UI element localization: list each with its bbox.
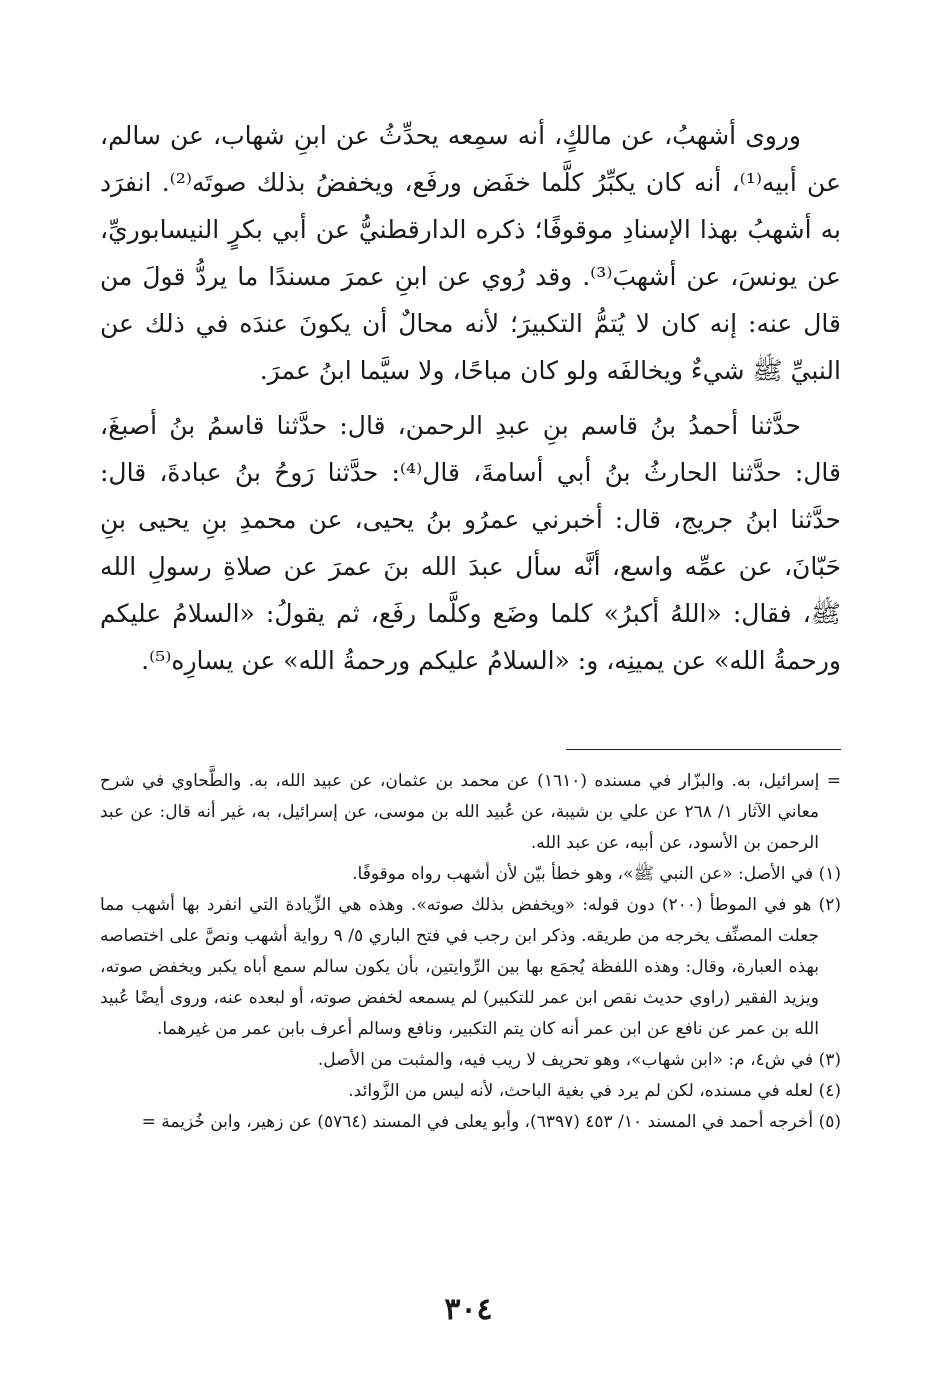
- footnote-2: [100, 890, 841, 1045]
- footnote-label: (٤): [818, 1081, 841, 1101]
- footnote-label: (٣): [818, 1050, 841, 1070]
- footnote-label: (٥): [818, 1112, 841, 1132]
- main-paragraph-2: حدَّثنا أحمدُ بنُ قاسم بنِ عبدِ الرحمن، قال: حدَّثنا قاسمُ بنُ أصبغَ، قال: حدَّثنا الحارثُ بنُ أبي أسامةَ، قال⁽⁴⁾: حدَّثنا رَوحُ بنُ عبادةَ، قال: حدَّثنا ابنُ جريج، قال: أخبرني عمرُو بنُ يحيى، عن محمدِ بنِ يحيى بنِ حَبّانَ، عن عمِّه واسع، أنَّه سأل عبدَ الله بنَ عمرَ عن صلاةِ رسولِ الله ﷺ، فقال: «اللهُ أكبرُ» كلما وضَع وكلَّما رفَع، ثم يقولُ: «السلامُ عليكم ورحمةُ الله» عن يمينِه، و: «السلامُ عليكم ورحمةُ الله» عن يسارِه⁽⁵⁾.: [100, 411, 841, 675]
- footnote-text: هو في الموطأ (٢٠٠) دون قوله: «ويخفض بذلك صوته». وهذه هي الزِّيادة التي انفرد بها أشهب مما جعلت المصنِّف يخرجه من طريقه. وذكر ابن رجب في فتح الباري ٥/ ٩ رواية أشهب ونصَّ على اختصاصه بهذه العبارة، وقال: وهذه اللفظة يُجمَع بها بين الرِّوايتين، بأن يكون سالم سمع أباه يكبر ويخفض صوته، ويزيد الفقير (راوي حديث نقص ابن عمر للتكبير) لم يسمعه لخفض صوته، أو لبعده عنه، وروى أيضًا عُبيد الله بن عمر عن نافع عن ابن عمر أنه كان يتم التكبير، ونافع وسالم أعرف بابن عمر من غيرهما.: [100, 895, 819, 1039]
- main-paragraph-1: وروى أشهبُ، عن مالكٍ، أنه سمِعه يحدِّثُ عن ابنِ شهاب، عن سالم، عن أبيه⁽¹⁾، أنه كان يكبِّرُ كلَّما خفَض ورفَع، ويخفضُ بذلك صوتَه⁽²⁾. انفرَد به أشهبُ بهذا الإسنادِ موقوفًا؛ ذكره الدارقطنيُّ عن أبي بكرٍ النيسابوريِّ، عن يونسَ، عن أشهبَ⁽³⁾. وقد رُوي عن ابنِ عمرَ مسندًا ما يردُّ قولَ من قال عنه: إنه كان لا يُتمُّ التكبيرَ؛ لأنه محالٌ أن يكونَ عندَه في ذلك عن النبيِّ ﷺ شيءٌ ويخالفَه ولو كان مباحًا، ولا سيَّما ابنُ عمرَ.: [100, 121, 842, 385]
- footnote-label: (٢): [818, 895, 841, 915]
- footnote-text: أخرجه أحمد في المسند ١٠/ ٤٥٣ (٦٣٩٧)، وأبو يعلى في المسند (٥٧٦٤) عن زهير، وابن خُزيمة =: [141, 1112, 814, 1132]
- footnote-5: [100, 1107, 841, 1138]
- footnote-text: في ش٤، م: «ابن شهاب»، وهو تحريف لا ريب فيه، والمثبت من الأصل.: [317, 1050, 814, 1070]
- footnote-divider: [566, 749, 841, 750]
- footnote-3: [100, 1045, 841, 1076]
- footnotes: [100, 766, 841, 1138]
- footnote-text: في الأصل: «عن النبي ﷺ»، وهو خطأ بيّن لأن أشهب رواه موقوفًا.: [352, 864, 814, 884]
- page-number: ٣٠٤: [444, 1292, 493, 1327]
- main-text: [100, 112, 841, 684]
- footnote-label: (١): [818, 864, 841, 884]
- footnote-1: [100, 859, 841, 890]
- footnote-label: =: [826, 771, 841, 791]
- footnote-text: إسرائيل، به. والبزّار في مسنده (١٦١٠) عن محمد بن عثمان، عن عبيد الله، به. والطَّحاوي في شرح معاني الآثار ١/ ٢٦٨ عن علي بن شيبة، عن عُبيد الله بن موسى، عن إسرائيل، به، غير أنه قال: عن عبد الرحمن بن الأسود، عن أبيه، عن عبد الله.: [100, 771, 820, 853]
- footnote-text: لعله في مسنده، لكن لم يرد في بغية الباحث، لأنه ليس من الزَّوائد.: [348, 1081, 814, 1101]
- footnote-4: [100, 1076, 841, 1107]
- footnote-continuation: [100, 766, 841, 859]
